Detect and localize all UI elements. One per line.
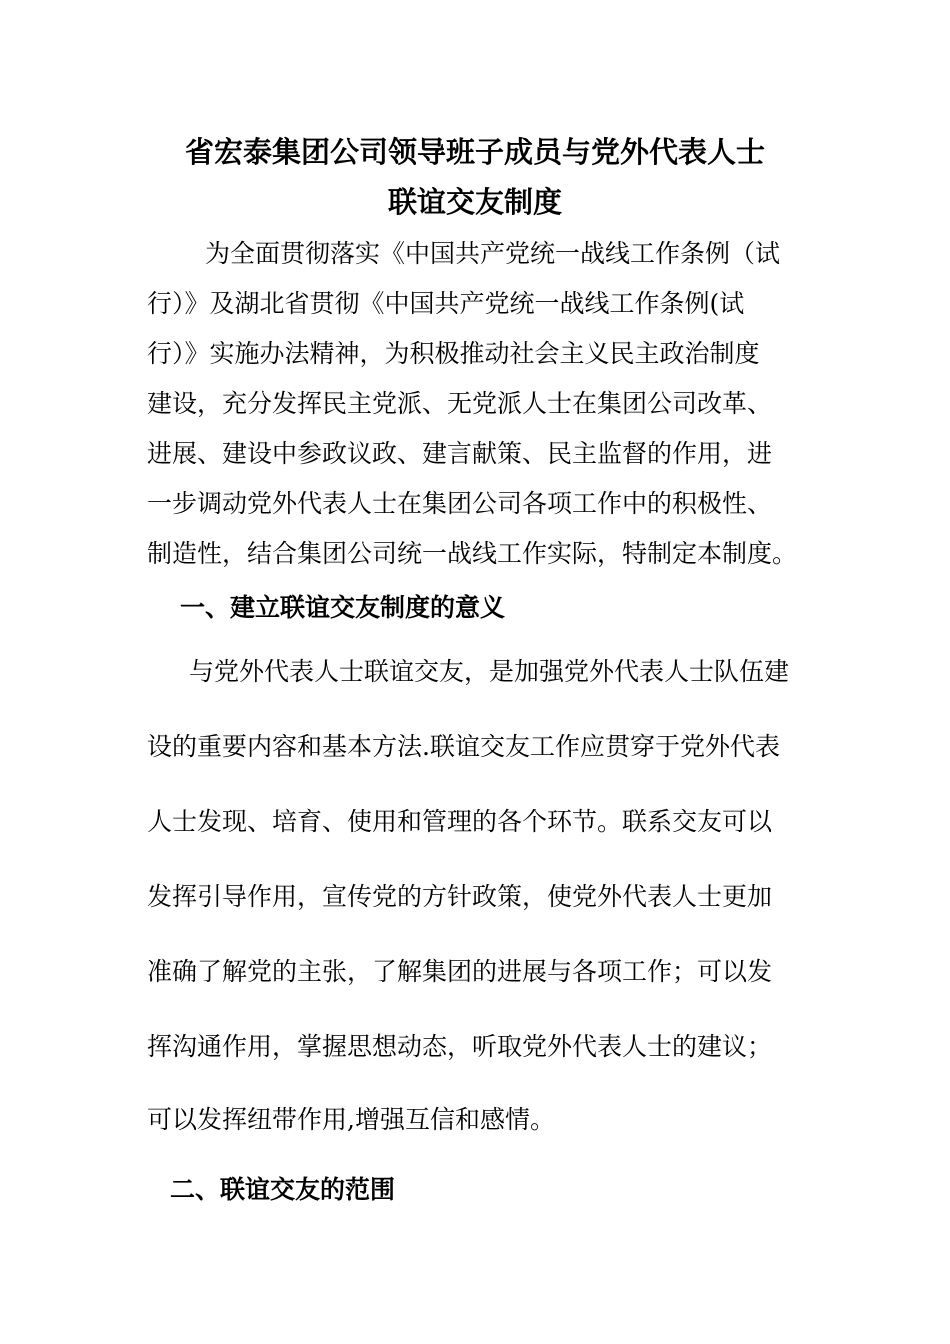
- section-1-line-2: 设的重要内容和基本方法.联谊交友工作应贯穿于党外代表: [147, 732, 780, 761]
- section-1-line-7: 可以发挥纽带作用,增强互信和感情。: [147, 1105, 555, 1134]
- intro-line-1: 为全面贯彻落实《中国共产党统一战线工作条例（试: [205, 239, 781, 268]
- intro-line-7: 制造性，结合集团公司统一战线工作实际，特制定本制度。: [147, 539, 798, 568]
- intro-line-2: 行）》及湖北省贯彻《中国共产党统一战线工作条例(试: [147, 289, 745, 318]
- section-1-heading: 一、建立联谊交友制度的意义: [180, 593, 506, 622]
- intro-line-4: 建设，充分发挥民主党派、无党派人士在集团公司改革、: [147, 389, 773, 418]
- section-1-line-3: 人士发现、培育、使用和管理的各个环节。联系交友可以: [147, 807, 773, 836]
- section-1-line-1: 与党外代表人士联谊交友，是加强党外代表人士队伍建: [189, 657, 790, 686]
- document-title-line-1: 省宏泰集团公司领导班子成员与党外代表人士: [184, 135, 765, 169]
- document-title-line-2: 联谊交友制度: [387, 185, 562, 219]
- section-1-line-5: 准确了解党的主张，了解集团的进展与各项工作；可以发: [147, 957, 773, 986]
- section-1-line-6: 挥沟通作用，掌握思想动态，听取党外代表人士的建议；: [147, 1032, 773, 1061]
- intro-line-6: 一步调动党外代表人士在集团公司各项工作中的积极性、: [147, 489, 773, 518]
- intro-line-5: 进展、建设中参政议政、建言献策、民主监督的作用，进: [147, 439, 773, 468]
- intro-line-3: 行）》实施办法精神，为积极推动社会主义民主政治制度: [147, 339, 760, 368]
- section-2-heading: 二、联谊交友的范围: [170, 1175, 396, 1204]
- section-1-line-4: 发挥引导作用，宣传党的方针政策，使党外代表人士更加: [147, 882, 773, 911]
